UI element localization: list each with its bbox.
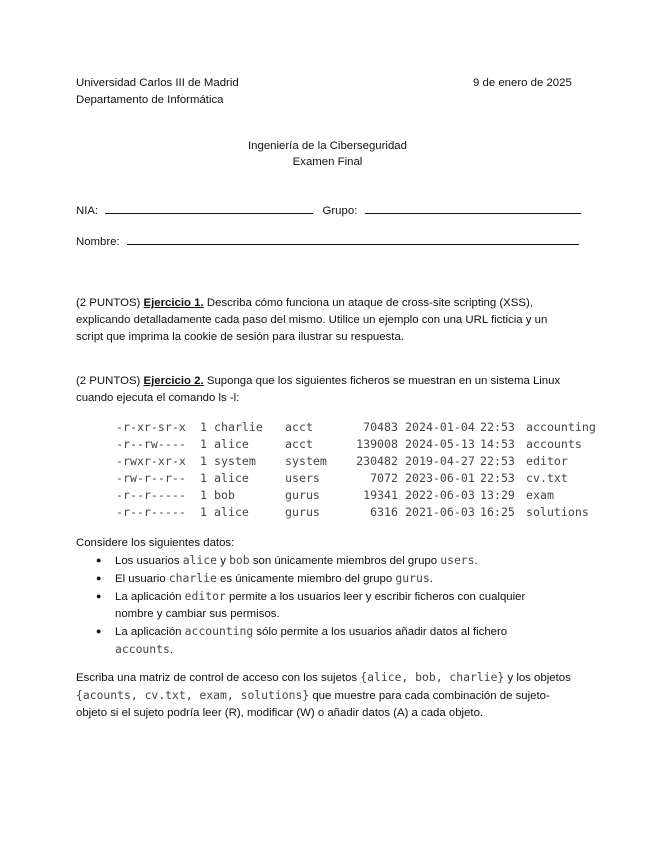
bullet-text: es únicamente miembro del grupo <box>216 573 396 585</box>
exercise-1-title: Ejercicio 1. <box>143 297 204 309</box>
ls-date: 2024-05-13 <box>405 437 475 451</box>
ls-links: 1 <box>200 420 207 434</box>
ls-time: 16:25 <box>480 505 515 519</box>
nia-blank-line <box>105 203 313 214</box>
bullet-item <box>76 552 556 570</box>
grupo-blank-line <box>365 203 581 214</box>
exercise-2-title: Ejercicio 2. <box>143 375 204 387</box>
exercise-1-text: Describa cómo funciona un ataque de cross-site scripting (XSS), explicando detalladamente cada paso del mismo. Utilice un ejemplo con una URL ficticia y un script que imprima la cookie de sesión para ilustrar su respuesta. <box>76 297 548 343</box>
course-title: Ingeniería de la Ciberseguridad <box>248 140 407 152</box>
code-editor: editor <box>184 589 226 603</box>
ls-group: system <box>285 454 327 468</box>
exam-date: 9 de enero de 2025 <box>473 77 572 89</box>
exercise-2 <box>76 373 576 407</box>
ls-name: accounts <box>526 437 582 451</box>
bullet-text: permite a los usuarios leer y escribir ficheros con cualquier nombre y cambiar sus permisos. <box>115 591 526 620</box>
nombre-field <box>76 234 579 248</box>
ls-row <box>116 488 596 505</box>
ls-name: editor <box>526 454 568 468</box>
nia-label: NIA: <box>76 205 99 217</box>
ls-links: 1 <box>200 505 207 519</box>
ls-group: acct <box>285 420 313 434</box>
code-accounts: accounts <box>115 642 170 656</box>
ls-size: 6316 <box>370 505 398 519</box>
ls-size: 139008 <box>356 437 398 451</box>
ls-size: 70483 <box>363 420 398 434</box>
exercise-2-points: (2 PUNTOS) <box>76 375 141 387</box>
university-name: Universidad Carlos III de Madrid <box>76 77 239 89</box>
department-name: Departamento de Informática <box>76 94 224 106</box>
ls-owner: bob <box>214 488 235 502</box>
ls-name: solutions <box>526 505 589 519</box>
ls-group: gurus <box>285 488 320 502</box>
ls-row <box>116 454 596 471</box>
ls-row <box>116 505 596 522</box>
ls-row <box>116 471 596 488</box>
code-bob: bob <box>229 553 250 567</box>
ls-links: 1 <box>200 437 207 451</box>
final-text: Escriba una matriz de control de acceso con los sujetos <box>76 672 361 684</box>
ls-date: 2024-01-04 <box>405 420 475 434</box>
ls-time: 14:53 <box>480 437 515 451</box>
ls-perms: -rwxr-xr-x <box>116 454 186 468</box>
bullet-item <box>76 588 556 623</box>
ls-name: cv.txt <box>526 471 568 485</box>
bullet-text: Los usuarios <box>115 555 183 567</box>
bullet-text: y <box>217 555 230 567</box>
bullet-text: . <box>474 555 478 567</box>
ls-name: accounting <box>526 420 596 434</box>
code-gurus: gurus <box>395 571 430 585</box>
code-charlie: charlie <box>168 571 217 585</box>
ls-owner: alice <box>214 505 249 519</box>
ls-date: 2022-06-03 <box>405 488 475 502</box>
ls-date: 2021-06-03 <box>405 505 475 519</box>
bullet-text: La aplicación <box>115 591 185 603</box>
nombre-blank-line <box>127 234 579 245</box>
bullet-item <box>76 623 556 659</box>
exercise-1 <box>76 295 576 346</box>
code-objects: {acounts, cv.txt, exam, solutions} <box>76 688 310 702</box>
bullet-text: . <box>169 644 174 656</box>
bullet-text: El usuario <box>115 573 169 585</box>
final-text: y los objetos <box>504 672 571 684</box>
ls-time: 22:53 <box>480 420 515 434</box>
final-text: que muestre para cada combinación de sujeto-objeto si el sujeto podría leer (R), modificar (W) o añadir datos (A) a cada objeto. <box>76 690 550 719</box>
ls-name: exam <box>526 488 554 502</box>
code-accounting: accounting <box>184 624 254 638</box>
bullet-text: La aplicación <box>115 626 185 638</box>
ls-perms: -r--r----- <box>116 505 186 519</box>
ls-links: 1 <box>200 471 207 485</box>
ls-perms: -r--r----- <box>116 488 186 502</box>
ls-size: 7072 <box>370 471 398 485</box>
ls-perms: -rw-r--r-- <box>116 471 186 485</box>
code-subjects: {alice, bob, charlie} <box>360 670 505 684</box>
bullet-text: son únicamente miembros del grupo <box>249 555 441 567</box>
nombre-label: Nombre: <box>76 236 120 248</box>
ls-owner: charlie <box>214 420 263 434</box>
ls-size: 19341 <box>363 488 398 502</box>
ls-time: 22:53 <box>480 471 515 485</box>
ls-time: 22:53 <box>480 454 515 468</box>
ls-size: 230482 <box>356 454 398 468</box>
bullet-item <box>76 570 556 588</box>
bullet-text: . <box>429 573 433 585</box>
ls-date: 2019-04-27 <box>405 454 475 468</box>
ls-date: 2023-06-01 <box>405 471 475 485</box>
ls-links: 1 <box>200 488 207 502</box>
ls-group: gurus <box>285 505 320 519</box>
ls-group: users <box>285 471 320 485</box>
ls-group: acct <box>285 437 313 451</box>
ls-row <box>116 420 596 437</box>
exercise-2-text: Suponga que los siguientes ficheros se muestran en un sistema Linux cuando ejecuta el comando ls -l: <box>76 375 561 404</box>
ls-owner: alice <box>214 437 249 451</box>
code-alice: alice <box>182 553 218 567</box>
exam-title: Examen Final <box>292 156 363 168</box>
code-users: users <box>440 553 475 567</box>
ls-perms: -r-xr-sr-x <box>116 420 186 434</box>
ls-row <box>116 437 596 454</box>
ls-owner: alice <box>214 471 249 485</box>
ls-time: 13:29 <box>480 488 515 502</box>
bullet-text: sólo permite a los usuarios añadir datos al fichero <box>253 626 508 638</box>
considere-heading: Considere los siguientes datos: <box>76 537 235 549</box>
ls-owner: system <box>214 454 256 468</box>
exercise-1-points: (2 PUNTOS) <box>76 297 141 309</box>
data-bullet-list <box>76 552 556 659</box>
final-instruction <box>76 669 576 722</box>
grupo-label: Grupo: <box>322 205 358 217</box>
ls-perms: -r--rw---- <box>116 437 186 451</box>
ls-links: 1 <box>200 454 207 468</box>
nia-field <box>76 203 581 217</box>
